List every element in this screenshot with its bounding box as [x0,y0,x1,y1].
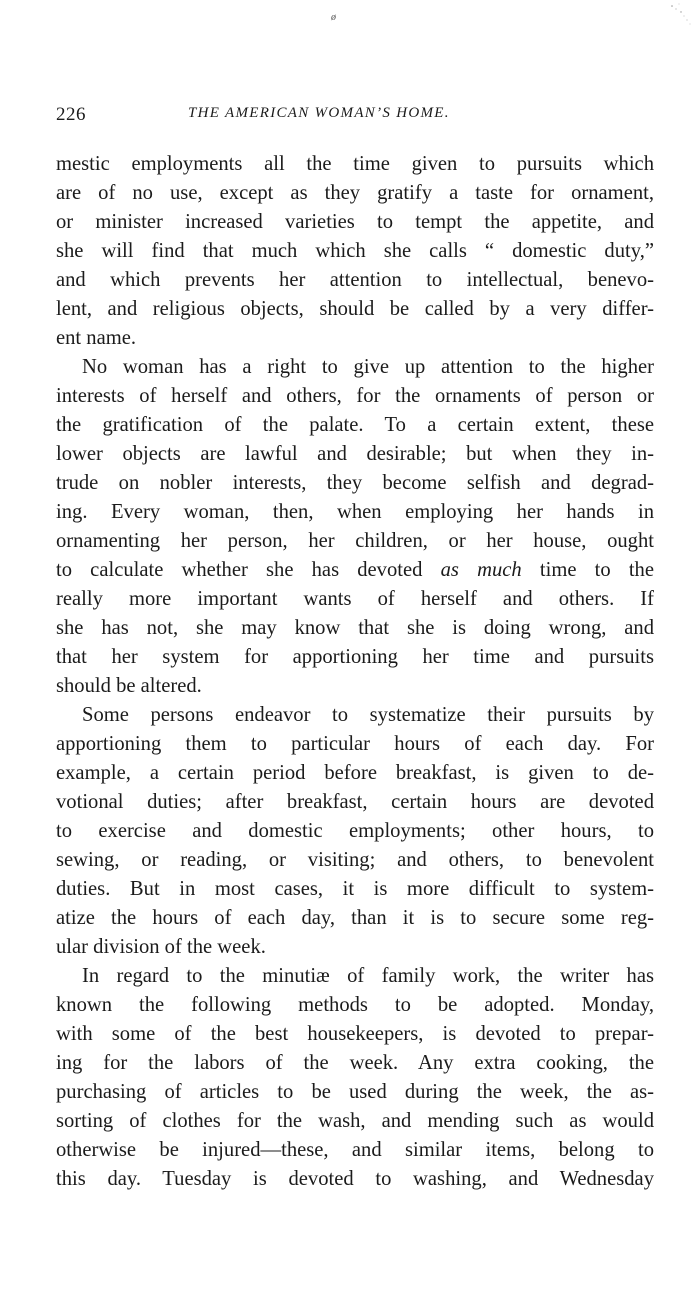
text-line: otherwise be injured—these, and similar items, belong to [56,1139,654,1161]
text-line: sewing, or reading, or visiting; and others, to benevolent [56,849,654,871]
text-line: lent, and religious objects, should be called by a very differ- [56,298,654,320]
text-line: atize the hours of each day, than it is to secure some reg- [56,907,654,929]
text-line: this day. Tuesday is devoted to washing, and Wednesday [56,1168,654,1190]
text-line: ular division of the week. [56,936,266,958]
text-line: should be altered. [56,675,202,697]
emphasis: as much [440,559,522,581]
text-line: are of no use, except as they gratify a taste for ornament, [56,182,654,204]
text-line: lower objects are lawful and desirable; but when they in- [56,443,654,465]
text-line: to exercise and domestic employments; other hours, to [56,820,654,842]
ink-speck: ø [331,12,336,23]
text-line: with some of the best housekeepers, is devoted to prepar- [56,1023,654,1045]
text-line: really more important wants of herself and others. If [56,588,654,610]
text-line: Some persons endeavor to systematize their pursuits by [82,704,654,726]
text-line: No woman has a right to give up attention to the higher [82,356,654,378]
text-line: purchasing of articles to be used during the week, the as- [56,1081,654,1103]
text-line: that her system for apportioning her time and pursuits [56,646,654,668]
text-line: or minister increased varieties to tempt the appetite, and [56,211,654,233]
text-line: ornamenting her person, her children, or her house, ought [56,530,654,552]
text-line: In regard to the minutiæ of family work, the writer has [82,965,654,987]
text-line: she has not, she may know that she is doing wrong, and [56,617,654,639]
text-line: example, a certain period before breakfast, is given to de- [56,762,654,784]
corner-stain-marks [624,0,694,40]
text-line: duties. But in most cases, it is more difficult to system- [56,878,654,900]
text-line: and which prevents her attention to intellectual, benevo- [56,269,654,291]
text-line: interests of herself and others, for the ornaments of person or [56,385,654,407]
text-line: ing. Every woman, then, when employing her hands in [56,501,654,523]
text-line: votional duties; after breakfast, certain hours are devoted [56,791,654,813]
running-title: THE AMERICAN WOMAN’S HOME. [188,105,450,121]
text-line: trude on nobler interests, they become selfish and degrad- [56,472,654,494]
text-line: known the following methods to be adopted. Monday, [56,994,654,1016]
text-line: ent name. [56,327,137,349]
text-line: she will find that much which she calls “ domestic duty,” [56,240,654,262]
text-line: ing for the labors of the week. Any extra cooking, the [56,1052,654,1074]
body-text [56,150,654,1194]
text-line: the gratification of the palate. To a certain extent, these [56,414,654,436]
text-line: to calculate whether she has devoted as much time to the [56,559,654,581]
text-line: apportioning them to particular hours of each day. For [56,733,654,755]
text-line: mestic employments all the time given to pursuits which [56,153,654,175]
page-header [56,104,654,128]
text-line: sorting of clothes for the wash, and mending such as would [56,1110,654,1132]
page-number: 226 [56,104,86,125]
